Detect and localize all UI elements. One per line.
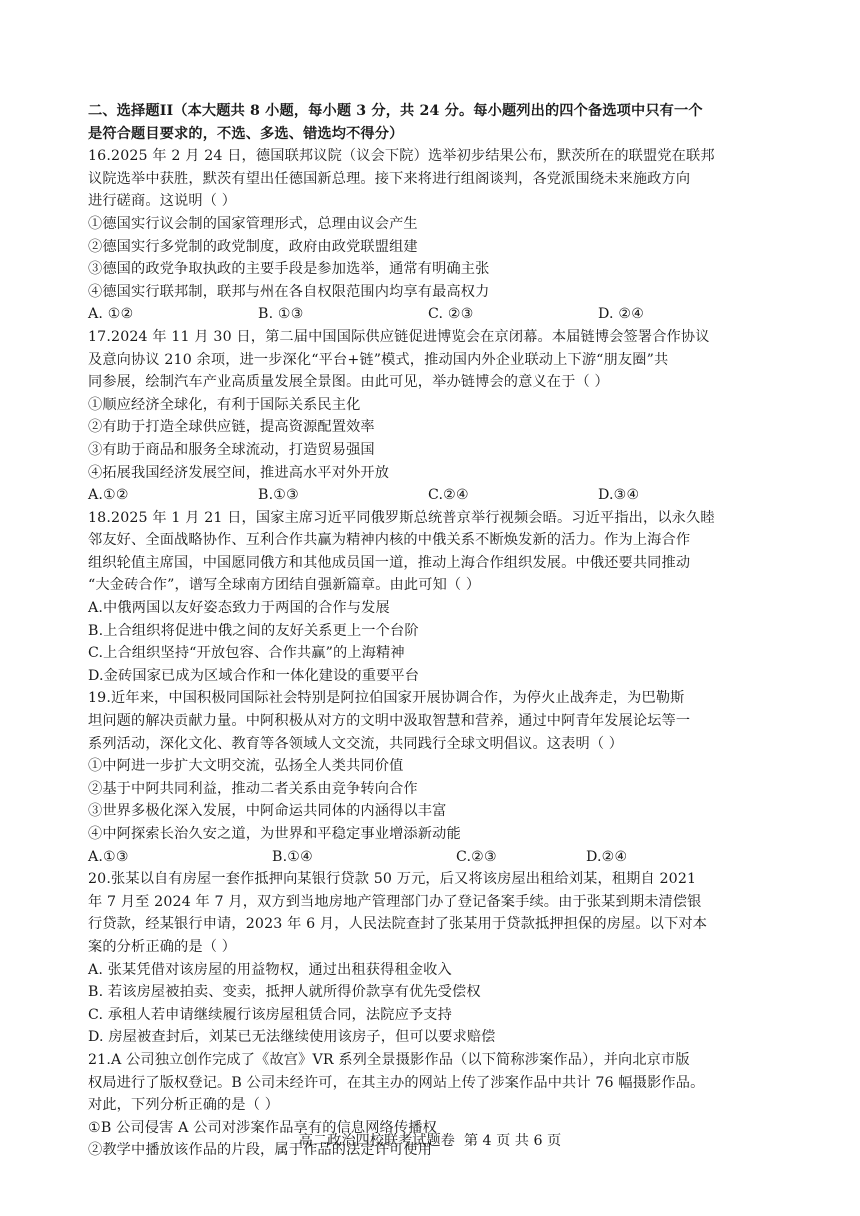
option-d: D. 房屋被查封后，刘某已无法继续使用该房子，但可以要求赔偿 [88,1029,496,1046]
statement-item: ②有助于打造全球供应链，提高资源配置效率 [88,419,375,436]
question-20 [88,868,778,1049]
option-a: A. 张某凭借对该房屋的用益物权，通过出租获得租金收入 [88,961,452,978]
statement-item: ①中阿进一步扩大文明交流，弘扬全人类共同价值 [88,758,404,775]
option-d: D.②④ [586,848,628,865]
question-18 [88,507,778,688]
question-stem: 权局进行了版权登记。B 公司未经许可，在其主办的网站上传了涉案作品中共计 76 幅摄影作品。 [88,1074,705,1091]
question-stem: 议院选举中获胜，默茨有望出任德国新总理。接下来将进行组阁谈判，各党派围绕未来施政方向 [88,170,691,187]
statement-item: ④拓展我国经济发展空间，推进高水平对外开放 [88,464,390,481]
option-b: B. 若该房屋被拍卖、变卖，抵押人就所得价款享有优先受偿权 [88,984,481,1001]
question-stem: 及意向协议 210 余项，进一步深化“平台+链”模式，推动国内外企业联动上下游“朋友圈”共 [88,351,669,368]
exam-page [88,100,778,1162]
question-stem: 21.A 公司独立创作完成了《故宫》VR 系列全景摄影作品（以下简称涉案作品），并向北京市版 [88,1051,690,1068]
option-a: A.①③ [88,848,129,865]
statement-item: ③德国的政党争取执政的主要手段是参加选举，通常有明确主张 [88,261,490,278]
statement-item: ③世界多极化深入发展，中阿命运共同体的内涵得以丰富 [88,803,447,820]
question-stem: 对此，下列分析正确的是（ ） [88,1097,280,1114]
question-stem: 系列活动，深化文化、教育等各领域人文交流，共同践行全球文明倡议。这表明（ ） [88,735,624,752]
option-d: D.③④ [598,487,640,504]
statement-item: ③有助于商品和服务全球流动，打造贸易强国 [88,441,375,458]
question-stem: 案的分析正确的是（ ） [88,938,237,955]
question-stem: 16.2025 年 2 月 24 日，德国联邦议院（议会下院）选举初步结果公布，默茨所在的联盟党在联邦 [88,148,715,165]
question-stem: 17.2024 年 11 月 30 日，第二届中国国际供应链促进博览会在京闭幕。本届链博会签署合作协议 [88,328,710,345]
option-a: A. ①② [88,306,134,323]
option-b: B. ①③ [258,306,304,323]
section-header-line: 是符合题目要求的，不选、多选、错选均不得分） [88,125,404,142]
option-c: C. 承租人若申请继续履行该房屋租赁合同，法院应予支持 [88,1006,452,1023]
option-d: D. ②④ [598,306,645,323]
question-19 [88,687,778,868]
question-stem: 邻友好、全面战略协作、互利合作共赢为精神内核的中俄关系不断焕发新的活力。作为上海合作 [88,532,691,549]
option-c: C.②③ [456,848,497,865]
option-b: B.①③ [258,487,299,504]
section-header [88,100,778,145]
question-stem: 组织轮值主席国，中国愿同俄方和其他成员国一道，推动上海合作组织发展。中俄还要共同推动 [88,554,691,571]
statement-item: ①德国实行议会制的国家管理形式，总理由议会产生 [88,215,418,232]
question-17 [88,326,778,507]
section-header-line: 二、选择题II（本大题共 8 小题，每小题 3 分，共 24 分。每小题列出的四个备选项中只有一个 [88,103,703,119]
option-c: C.②④ [428,487,469,504]
question-stem: 18.2025 年 1 月 21 日，国家主席习近平同俄罗斯总统普京举行视频会晤。习近平指出，以永久睦 [88,509,715,526]
answer-options [88,303,778,326]
question-16 [88,145,778,326]
statement-item: ②德国实行多党制的政党制度，政府由政党联盟组建 [88,238,418,255]
statement-item: ②教学中播放该作品的片段，属于作品的法定许可使用 [88,1142,433,1159]
statement-item: ①顺应经济全球化，有利于国际关系民主化 [88,396,361,413]
question-stem: 进行磋商。这说明（ ） [88,193,237,210]
statement-item: ④中阿探索长治久安之道，为世界和平稳定事业增添新动能 [88,826,461,842]
statement-item: ①B 公司侵害 A 公司对涉案作品享有的信息网络传播权 [88,1119,437,1136]
statement-item: ④德国实行联邦制，联邦与州在各自权限范围内均享有最高权力 [88,283,490,300]
question-stem: 年 7 月至 2024 年 7 月，双方到当地房地产管理部门办了登记备案手续。由于张某到期未清偿银 [88,893,702,910]
option-c: C. ②③ [428,306,474,323]
question-stem: 20.张某以自有房屋一套作抵押向某银行贷款 50 万元，后又将该房屋出租给刘某，租期自 2021 [88,871,697,888]
option-c: C.上合组织坚持“开放包容、合作共赢”的上海精神 [88,645,405,662]
option-b: B.上合组织将促进中俄之间的友好关系更上一个台阶 [88,622,419,639]
question-stem: 19.近年来，中国积极同国际社会特别是阿拉伯国家开展协调合作，为停火止战奔走，为巴勒斯 [88,690,685,707]
statement-item: ②基于中阿共同利益，推动二者关系由竞争转向合作 [88,780,418,797]
page-footer: 高二政治四校联考试题卷 第 4 页 共 6 页 [298,1133,562,1149]
option-b: B.①④ [272,848,313,865]
answer-options [88,846,778,869]
answer-options [88,484,778,507]
option-a: A.中俄两国以友好姿态致力于两国的合作与发展 [88,600,390,617]
question-stem: 坦问题的解决贡献力量。中阿积极从对方的文明中汲取智慧和营养，通过中阿青年发展论坛等一 [88,713,691,730]
question-stem: 同参展，绘制汽车产业高质量发展全景图。由此可见，举办链博会的意义在于（ ） [88,374,609,391]
question-stem: 行贷款，经某银行申请，2023 年 6 月，人民法院查封了张某用于贷款抵押担保的房屋。以下对本 [88,916,708,933]
option-d: D.金砖国家已成为区域合作和一体化建设的重要平台 [88,667,420,684]
option-a: A.①② [88,487,129,504]
question-stem: “大金砖合作”，谱写全球南方团结自强新篇章。由此可知（ ） [88,577,481,594]
